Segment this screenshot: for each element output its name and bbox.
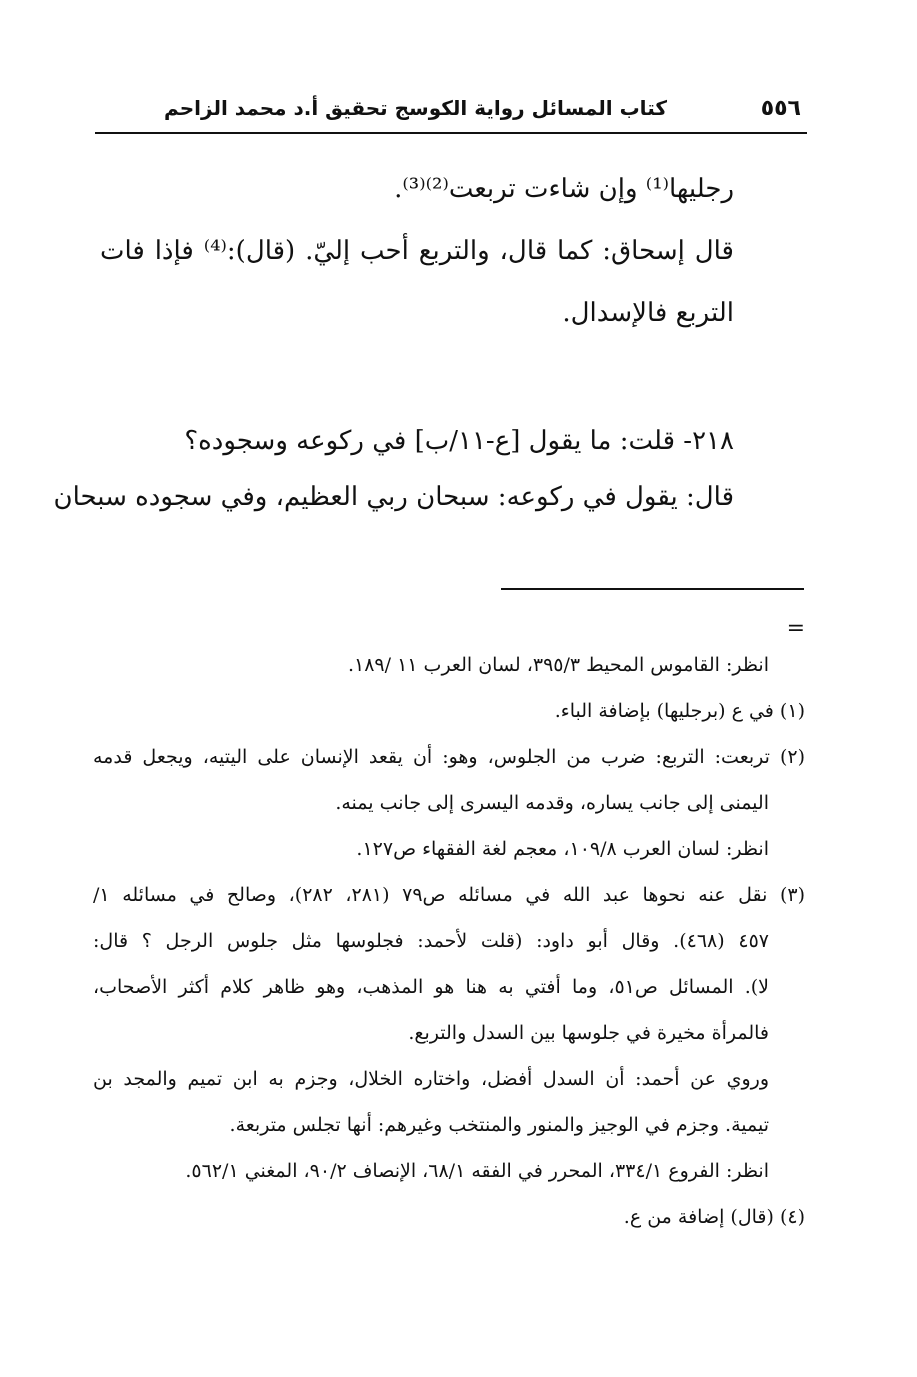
header-rule [95, 132, 807, 134]
main-line-1: رجليها⁽¹⁾ وإن شاءت تربعت⁽²⁾⁽³⁾. [394, 174, 734, 204]
footnote-line: انظر: الفروع ٣٣٤/١، المحرر في الفقه ٦٨/١، الإنصاف ٩٠/٢، المغني ٥٦٢/١. [185, 1160, 769, 1182]
page-header [95, 92, 807, 136]
footnote-line: (١) في ع (برجليها) بإضافة الباء. [554, 700, 805, 722]
footnote-line: تيمية. وجزم في الوجيز والمنور والمنتخب وغيرهم: أنها تجلس متربعة. [229, 1114, 769, 1136]
footnote-line: وروي عن أحمد: أن السدل أفضل، واختاره الخلال، وجزم به ابن تميم والمجد بن [93, 1068, 769, 1090]
footnote-line: (٣) نقل عنه نحوها عبد الله في مسائله ص٧٩ (٢٨١، ٢٨٢)، وصالح في مسائله ١/ [93, 884, 806, 906]
footnote-line: انظر: لسان العرب ١٠٩/٨، معجم لغة الفقهاء ص١٢٧. [356, 838, 769, 860]
footnote-line: (٢) تربعت: التربع: ضرب من الجلوس، وهو: أن يقعد الإنسان على اليتيه، ويجعل قدمه [93, 746, 805, 768]
main-line-5: قال: يقول في ركوعه: سبحان ربي العظيم، وفي سجوده سبحان [53, 482, 734, 512]
footnote-line: اليمنى إلى جانب يساره، وقدمه اليسرى إلى جانب يمنه. [335, 792, 769, 814]
footnote-line: فالمرأة مخيرة في جلوسها بين السدل والتربع. [408, 1022, 769, 1044]
footnote-line: انظر: القاموس المحيط ٣٩٥/٣، لسان العرب ١١ /١٨٩. [347, 654, 769, 676]
footnote-separator [501, 588, 804, 590]
footnote-line: لا). المسائل ص٥١، وما أفتي به هنا هو المذهب، وهو ظاهر كلام أكثر الأصحاب، [93, 976, 769, 998]
running-title: كتاب المسائل رواية الكوسج تحقيق أ.د محمد الزاحم [164, 96, 667, 120]
footnote-line: ٤٥٧ (٤٦٨). وقال أبو داود: (قلت لأحمد: فجلوسها مثل جلوس الرجل ؟ قال: [93, 930, 769, 952]
main-line-3: التربع فالإسدال. [562, 298, 734, 328]
main-line-2: قال إسحاق: كما قال، والتربع أحب إليّ. (قال):⁽⁴⁾ فإذا فات [100, 236, 734, 266]
question-heading: ٢١٨- قلت: ما يقول [ع-١١/ب] في ركوعه وسجوده؟ [184, 426, 734, 456]
page-number: ٥٥٦ [760, 96, 801, 121]
footnote-line: (٤) (قال) إضافة من ع. [623, 1206, 805, 1228]
footnote-continuation-mark: = [786, 616, 805, 641]
